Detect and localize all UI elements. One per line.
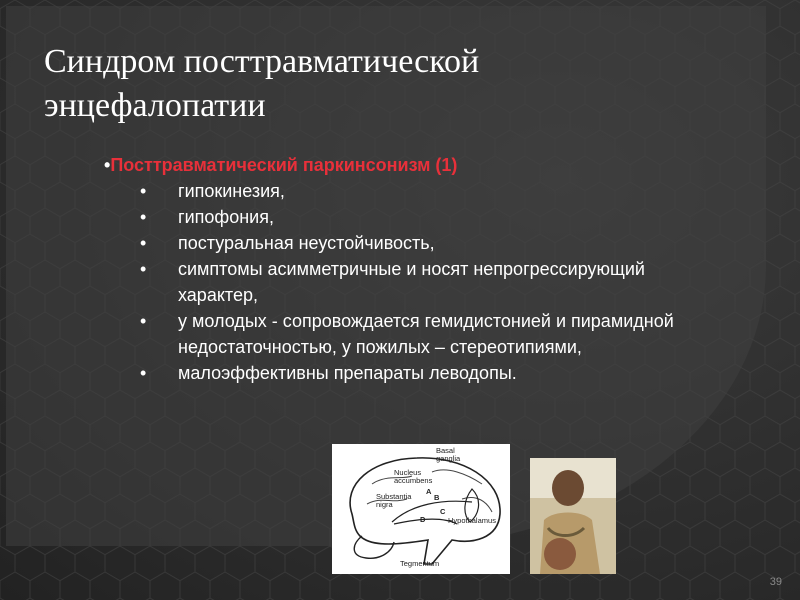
label-nucleus: Nucleus (394, 468, 422, 477)
label-basal: Basal (436, 446, 455, 455)
label-accumbens: accumbens (394, 476, 433, 485)
label-hypothalamus: Hypothalamus (448, 516, 496, 525)
label-substantia: Substantia (376, 492, 412, 501)
slide-content (104, 152, 724, 386)
label-ganglia: ganglia (436, 454, 461, 463)
list-item: • у молодых - сопровождается гемидистонией и пирамидной недостаточностью, у пожилых – стереотипиями, (140, 311, 674, 357)
heading-bullet: • (104, 155, 111, 175)
list-item: • малоэффективны препараты леводопы. (140, 363, 517, 383)
page-number: 39 (769, 576, 782, 588)
slide-title: Синдром посттравматической энцефалопатии (44, 43, 480, 124)
list-item: • симптомы асимметричные и носят непрогрессирующий характер, (140, 259, 645, 305)
label-nigra: nigra (376, 500, 393, 509)
label-c: C (440, 507, 446, 516)
label-tegmentum: Tegmentum (400, 559, 440, 568)
label-b: B (434, 493, 440, 502)
brain-diagram (332, 444, 510, 574)
boxer-photo (530, 458, 616, 574)
list-item: • постуральная неустойчивость, (140, 233, 435, 253)
section-heading (104, 152, 724, 178)
heading-text: Посттравматический паркинсонизм (1) (110, 155, 458, 175)
symptom-list (104, 178, 724, 386)
list-item: • гипокинезия, (140, 181, 285, 201)
label-d: D (420, 515, 426, 524)
label-a: A (426, 487, 432, 496)
list-item: • гипофония, (140, 207, 274, 227)
